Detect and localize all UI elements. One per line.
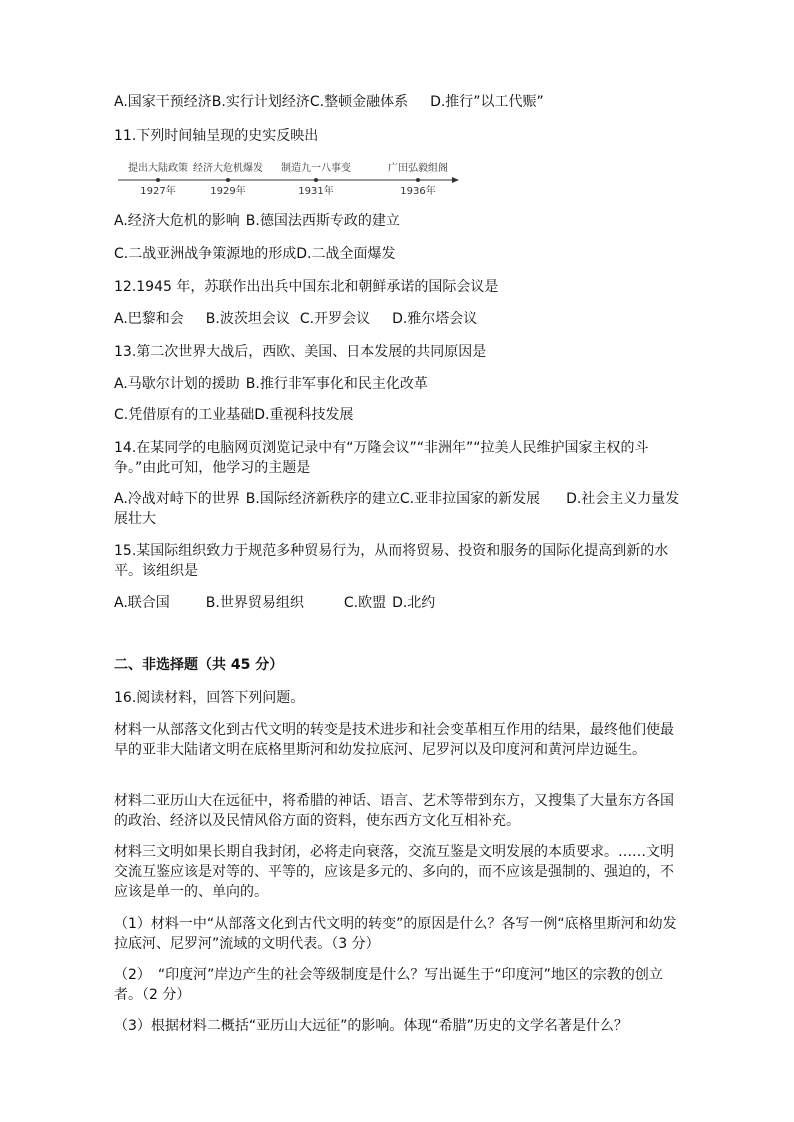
q12-option-b: B.波茨坦会议 bbox=[205, 311, 290, 327]
timeline-year-label: 1927年 bbox=[140, 186, 176, 197]
timeline-year-label: 1929年 bbox=[210, 186, 246, 197]
timeline-event-label: 经济大危机爆发 bbox=[193, 163, 263, 174]
timeline-event-label: 制造九一八事变 bbox=[281, 163, 351, 174]
timeline-point bbox=[314, 178, 318, 182]
timeline-point bbox=[156, 178, 160, 182]
timeline-point bbox=[226, 178, 230, 182]
q14-option-b: B.国际经济新秩序的建立 bbox=[245, 491, 400, 507]
q16-material2: 材料二亚历山大在远征中，将希腊的神话、语言、艺术等带到东方，又搜集了大量东方各国的政治、经济以及民情风俗方面的资料，使东西方文化互相补充。 bbox=[114, 793, 674, 829]
q11-stem: 11.下列时间轴呈现的史实反映出 bbox=[114, 128, 319, 144]
timeline-year-label: 1936年 bbox=[400, 186, 436, 197]
q14-stem: 14.在某同学的电脑网页浏览记录中有“万隆会议”“非洲年”“拉美人民维护国家主权的斗争。”由此可知，他学习的主题是 bbox=[114, 440, 649, 476]
timeline-year-label: 1931年 bbox=[298, 186, 334, 197]
q10-option-d: D.推行”以工代赈” bbox=[430, 94, 544, 110]
q12-stem: 12.1945 年，苏联作出出兵中国东北和朝鲜承诺的国际会议是 bbox=[114, 279, 499, 295]
q13-option-d: D.重视科技发展 bbox=[254, 407, 354, 423]
q15-option-a: A.联合国 bbox=[114, 595, 170, 611]
timeline-arrow-icon bbox=[452, 177, 459, 183]
q13-options-row1 bbox=[114, 374, 428, 394]
q14-options bbox=[114, 489, 684, 529]
q16-sub1: （1）材料一中“从部落文化到古代文明的转变”的原因是什么？各写一例“底格里斯河和幼发拉底河、尼罗河”流域的文明代表。（3 分） bbox=[114, 916, 677, 952]
q11-options-row1 bbox=[114, 211, 400, 231]
q15-option-d: D.北约 bbox=[392, 595, 436, 611]
q11-options-row2 bbox=[114, 244, 395, 264]
q14-option-a: A.冷战对峙下的世界 bbox=[114, 491, 240, 507]
q13-options-row2 bbox=[114, 405, 353, 425]
q12-options bbox=[114, 309, 477, 329]
q15-options bbox=[114, 593, 435, 613]
q15-option-c: C.欧盟 bbox=[343, 595, 387, 611]
q11-option-d: D.二战全面爆发 bbox=[296, 246, 396, 262]
q10-option-c: C.整顿金融体系 bbox=[309, 94, 409, 110]
q13-option-c: C.凭借原有的工业基础 bbox=[114, 407, 255, 423]
q14-option-c: C.亚非拉国家的新发展 bbox=[399, 491, 541, 507]
q15-option-b: B.世界贸易组织 bbox=[205, 595, 304, 611]
section2-title: 二、非选择题（共 45 分） bbox=[114, 657, 284, 673]
timeline-event-label: 广田弘毅组阁 bbox=[388, 163, 448, 174]
q11-timeline bbox=[116, 160, 461, 200]
q11-option-a: A.经济大危机的影响 bbox=[114, 213, 240, 229]
q15-stem: 15.某国际组织致力于规范多种贸易行为，从而将贸易、投资和服务的国际化提高到新的水平。该组织是 bbox=[114, 543, 669, 579]
q11-option-b: B.德国法西斯专政的建立 bbox=[245, 213, 400, 229]
q14-option-d: D.社会主义力量发展壮大 bbox=[114, 491, 680, 527]
q16-material1: 材料一从部落文化到古代文明的转变是技术进步和社会变革相互作用的结果，最终他们使最早的亚非大陆诸文明在底格里斯河和幼发拉底河、尼罗河以及印度河和黄河岸边诞生。 bbox=[114, 722, 674, 758]
q16-material3: 材料三文明如果长期自我封闭，必将走向衰落，交流互鉴是文明发展的本质要求。……文明交流互鉴应该是对等的、平等的，应该是多元的、多向的，而不应该是强制的、强迫的，不应该是单一的、单向的。 bbox=[114, 844, 674, 900]
timeline-point bbox=[416, 178, 420, 182]
q12-option-d: D.雅尔塔会议 bbox=[392, 311, 478, 327]
q16-sub2: （2） “印度河”岸边产生的社会等级制度是什么？写出诞生于“印度河”地区的宗教的创立者。（2 分） bbox=[114, 967, 663, 1003]
q13-option-b: B.推行非军事化和民主化改革 bbox=[245, 376, 428, 392]
q12-option-a: A.巴黎和会 bbox=[114, 311, 184, 327]
q13-option-a: A.马歇尔计划的援助 bbox=[114, 376, 240, 392]
q12-option-c: C.开罗会议 bbox=[299, 311, 371, 327]
q11-option-c: C.二战亚洲战争策源地的形成 bbox=[114, 246, 297, 262]
q13-stem: 13.第二次世界大战后，西欧、美国、日本发展的共同原因是 bbox=[114, 344, 487, 360]
q10-option-a: A.国家干预经济 bbox=[114, 94, 212, 110]
q16-stem: 16.阅读材料，回答下列问题。 bbox=[114, 690, 305, 706]
timeline-event-label: 提出大陆政策 bbox=[128, 163, 188, 174]
q16-sub3: （3）根据材料二概括“亚历山大远征”的影响。体现“希腊”历史的文学名著是什么？ bbox=[114, 1018, 628, 1034]
q10-options bbox=[114, 92, 544, 112]
q10-option-b: B.实行计划经济 bbox=[211, 94, 310, 110]
